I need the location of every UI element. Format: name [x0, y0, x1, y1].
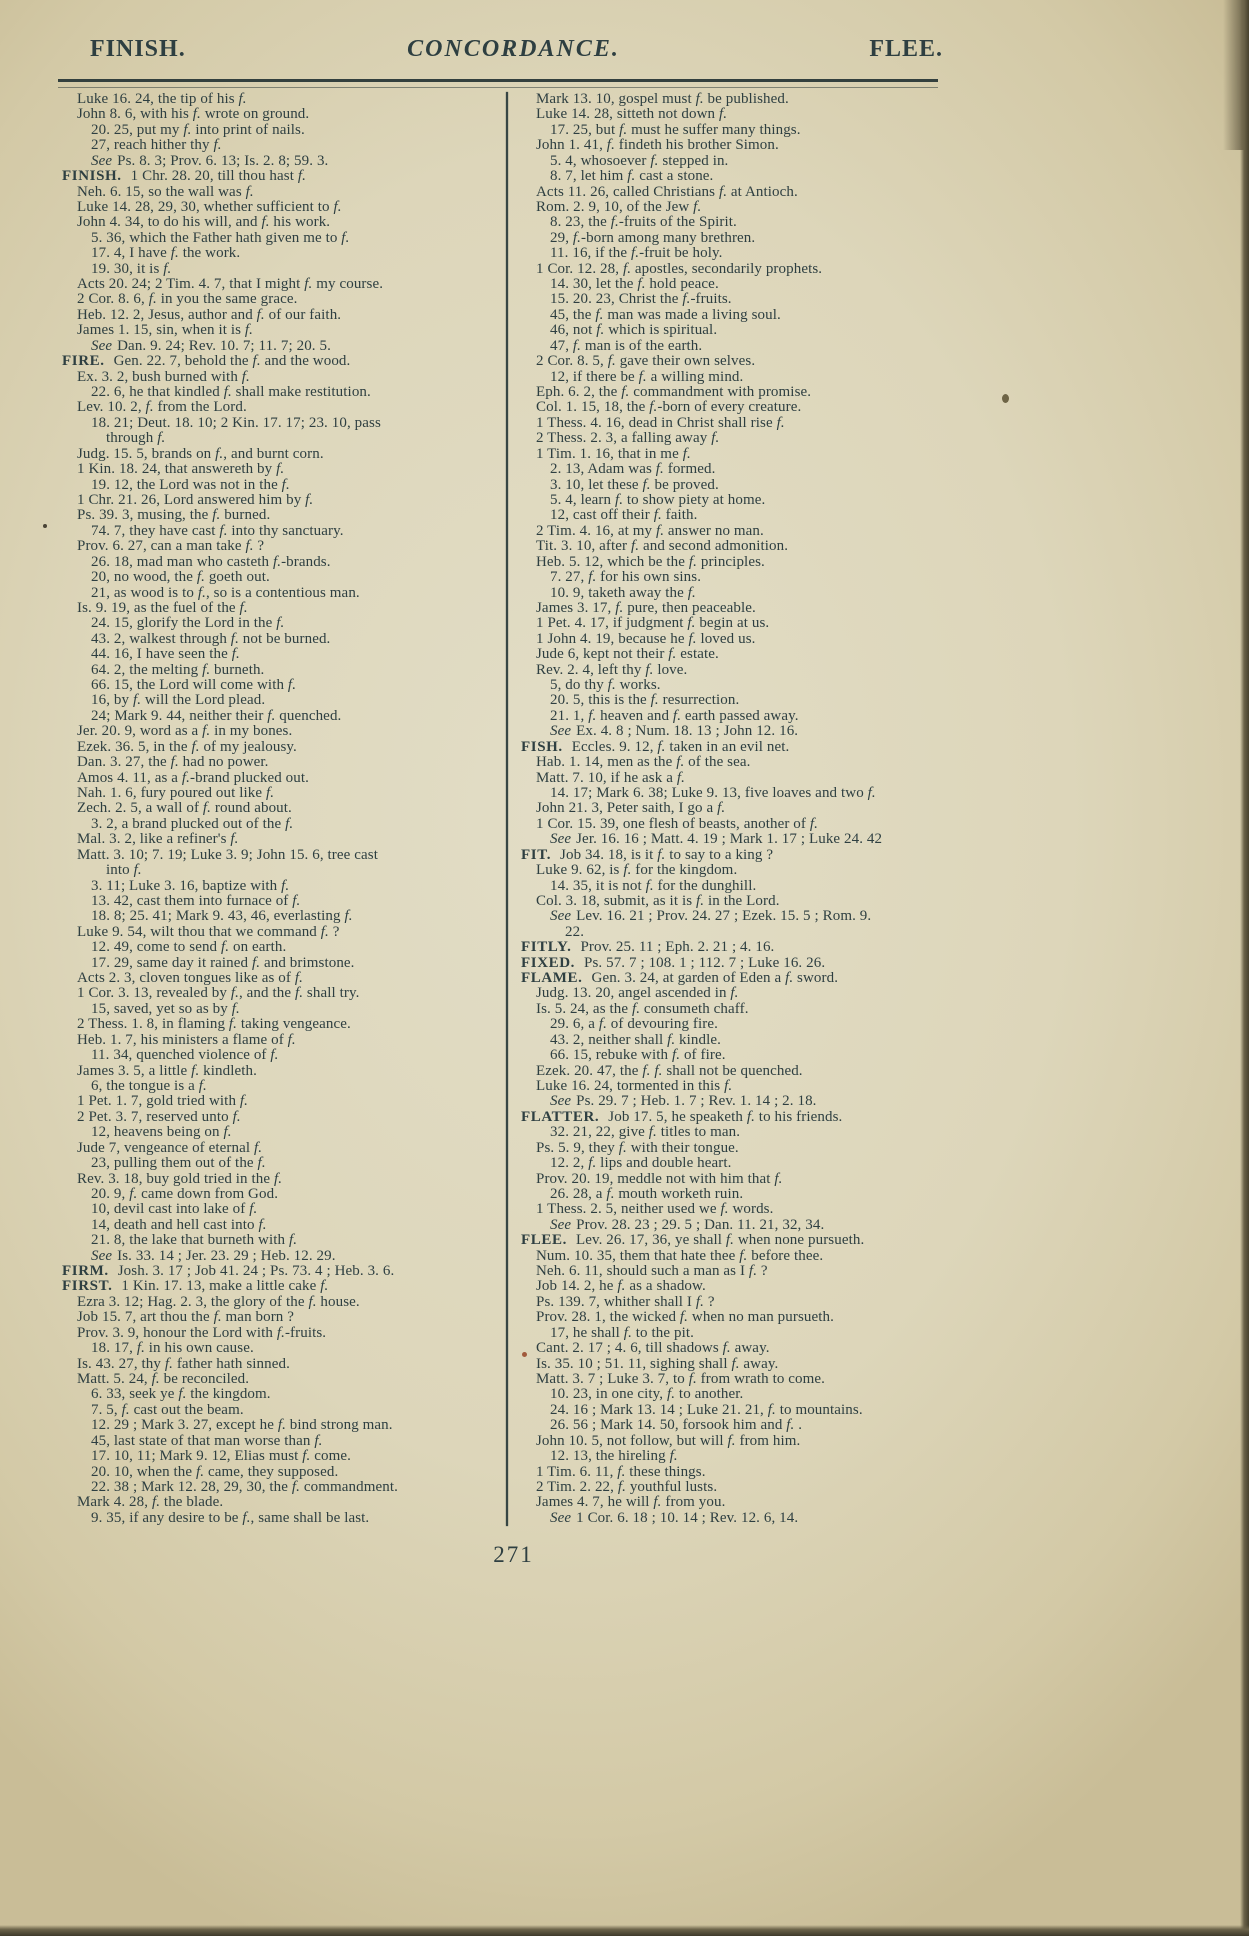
concordance-line: Prov. 3. 9, honour the Lord with f.-fruits.	[77, 1324, 327, 1341]
header-right-keyword: FLEE.	[869, 36, 943, 62]
column-right	[508, 92, 967, 1526]
page-footer	[62, 1542, 965, 1568]
concordance-line: See Ps. 29. 7 ; Heb. 1. 7 ; Rev. 1. 14 ; 2. 18.	[550, 1093, 817, 1110]
concordance-line: Job 14. 2, he f. as a shadow.	[536, 1278, 706, 1295]
concordance-line: Mark 13. 10, gospel must f. be published.	[536, 91, 789, 107]
concordance-line: 5, do thy f. works.	[550, 677, 661, 694]
concordance-line: 18. 17, f. in his own cause.	[91, 1340, 254, 1357]
concordance-line: Matt. 5. 24, f. be reconciled.	[77, 1371, 250, 1388]
concordance-line: 5. 4, whosoever f. stepped in.	[550, 152, 729, 169]
concordance-line: 32. 21, 22, give f. titles to man.	[550, 1124, 741, 1141]
concordance-line: Ex. 3. 2, bush burned with f.	[77, 368, 250, 385]
concordance-line: Ezek. 20. 47, the f. f. shall not be quenched.	[536, 1062, 803, 1079]
concordance-line: See Jer. 16. 16 ; Matt. 4. 19 ; Mark 1. 17 ; Luke 24. 42	[550, 831, 883, 848]
concordance-line: 64. 2, the melting f. burneth.	[91, 661, 265, 678]
concordance-line: 7. 5, f. cast out the beam.	[91, 1401, 244, 1418]
concordance-line: FLAME. Gen. 3. 24, at garden of Eden a f. sword.	[521, 970, 839, 987]
concordance-line: Zech. 2. 5, a wall of f. round about.	[77, 800, 292, 817]
concordance-line: 24. 16 ; Mark 13. 14 ; Luke 21. 21, f. to mountains.	[550, 1401, 863, 1418]
concordance-line: Judg. 15. 5, brands on f., and burnt corn.	[77, 445, 324, 462]
concordance-line: 1 John 4. 19, because he f. loved us.	[536, 630, 756, 647]
concordance-line: Job 15. 7, art thou the f. man born ?	[77, 1309, 295, 1326]
entry-keyword: FITLY.	[521, 939, 572, 956]
concordance-line: FIRST. 1 Kin. 17. 13, make a little cake f.	[62, 1278, 329, 1295]
concordance-line: 19. 12, the Lord was not in the f.	[91, 476, 290, 493]
concordance-line: 22. 6, he that kindled f. shall make restitution.	[91, 384, 371, 401]
concordance-line: Amos 4. 11, as a f.-brand plucked out.	[77, 769, 309, 786]
concordance-line: Neh. 6. 11, should such a man as I f. ?	[536, 1263, 768, 1280]
concordance-line: 17. 4, I have f. the work.	[91, 245, 241, 262]
concordance-line: 11. 16, if the f.-fruit be holy.	[550, 245, 723, 262]
concordance-line: 1 Kin. 18. 24, that answereth by f.	[77, 461, 285, 478]
concordance-line: 14. 35, it is not f. for the dunghill.	[550, 877, 757, 894]
concordance-line: 14. 30, let the f. hold peace.	[550, 276, 719, 293]
entry-keyword: FLEE.	[521, 1232, 567, 1249]
concordance-line: 43. 2, walkest through f. not be burned.	[91, 630, 331, 647]
concordance-line: See Lev. 16. 21 ; Prov. 24. 27 ; Ezek. 15. 5 ; Rom. 9.	[550, 908, 872, 925]
concordance-line: See Ps. 8. 3; Prov. 6. 13; Is. 2. 8; 59. 3.	[91, 152, 329, 169]
concordance-line: FIRM. Josh. 3. 17 ; Job 41. 24 ; Ps. 73. 4 ; Heb. 3. 6.	[62, 1263, 395, 1280]
scan-edge-right	[1240, 0, 1249, 1936]
concordance-line: 26. 56 ; Mark 14. 50, forsook him and f. .	[550, 1417, 803, 1434]
text-columns	[62, 92, 967, 1526]
concordance-line: Luke 9. 54, wilt thou that we command f. ?	[77, 923, 340, 940]
concordance-line: 3. 2, a brand plucked out of the f.	[91, 815, 294, 832]
concordance-line: Matt. 7. 10, if he ask a f.	[536, 769, 685, 786]
concordance-line: Matt. 3. 7 ; Luke 3. 7, to f. from wrath to come.	[536, 1371, 826, 1388]
concordance-line: 26. 28, a f. mouth worketh ruin.	[550, 1185, 744, 1202]
concordance-line: 2 Thess. 2. 3, a falling away f.	[536, 430, 720, 447]
concordance-line: FIRE. Gen. 22. 7, behold the f. and the wood.	[62, 353, 351, 370]
column-left	[62, 92, 503, 1526]
concordance-line: 12. 29 ; Mark 3. 27, except he f. bind strong man.	[91, 1417, 393, 1434]
concordance-line: Acts 20. 24; 2 Tim. 4. 7, that I might f. my course.	[77, 276, 384, 293]
concordance-line: 22.	[565, 923, 585, 940]
concordance-line: Num. 10. 35, them that hate thee f. before thee.	[536, 1247, 824, 1264]
concordance-line: See Is. 33. 14 ; Jer. 23. 29 ; Heb. 12. 29.	[91, 1247, 336, 1264]
concordance-line: Luke 14. 28, sitteth not down f.	[536, 106, 728, 123]
concordance-line: 2 Tim. 4. 16, at my f. answer no man.	[536, 522, 764, 539]
concordance-line: 74. 7, they have cast f. into thy sanctuary.	[91, 522, 344, 539]
concordance-line: 20. 5, this is the f. resurrection.	[550, 692, 740, 709]
concordance-line: James 1. 15, sin, when it is f.	[77, 322, 254, 339]
concordance-line: John 8. 6, with his f. wrote on ground.	[77, 106, 310, 123]
concordance-line: Ps. 39. 3, musing, the f. burned.	[77, 507, 271, 524]
concordance-line: through f.	[106, 430, 166, 447]
concordance-line: 66. 15, the Lord will come with f.	[91, 677, 297, 694]
concordance-line: 12, heavens being on f.	[91, 1124, 232, 1141]
concordance-line: 14, death and hell cast into f.	[91, 1216, 267, 1233]
concordance-line: Rom. 2. 9, 10, of the Jew f.	[536, 198, 702, 215]
concordance-line: 20. 25, put my f. into print of nails.	[91, 121, 305, 138]
concordance-line: Hab. 1. 14, men as the f. of the sea.	[536, 754, 751, 771]
concordance-line: 24; Mark 9. 44, neither their f. quenched.	[91, 707, 342, 724]
entry-keyword: FIT.	[521, 846, 552, 863]
page-number: 271	[493, 1542, 534, 1567]
concordance-line: Heb. 5. 12, which be the f. principles.	[536, 553, 765, 570]
concordance-line: FIT. Job 34. 18, is it f. to say to a king ?	[521, 846, 774, 863]
see-reference-label: See	[550, 908, 572, 925]
concordance-line: Rev. 2. 4, left thy f. love.	[536, 661, 688, 678]
concordance-line: 2. 13, Adam was f. formed.	[550, 461, 716, 478]
concordance-line: 5. 36, which the Father hath given me to f.	[91, 229, 350, 246]
concordance-line: 17, he shall f. to the pit.	[550, 1324, 694, 1341]
concordance-line: 8. 7, let him f. cast a stone.	[550, 168, 714, 185]
concordance-line: 26. 18, mad man who casteth f.-brands.	[91, 553, 331, 570]
concordance-line: Luke 9. 62, is f. for the kingdom.	[536, 862, 738, 879]
see-reference-label: See	[550, 1216, 572, 1233]
concordance-line: 45, last state of that man worse than f.	[91, 1432, 323, 1449]
concordance-line: Col. 3. 18, submit, as it is f. in the Lord.	[536, 892, 780, 909]
concordance-line: Luke 14. 28, 29, 30, whether sufficient to f.	[77, 198, 342, 215]
concordance-line: Ps. 139. 7, whither shall I f. ?	[536, 1293, 715, 1310]
concordance-line: Luke 16. 24, the tip of his f.	[77, 91, 247, 107]
concordance-line: 14. 17; Mark 6. 38; Luke 9. 13, five loaves and two f.	[550, 784, 876, 801]
concordance-line: Prov. 20. 19, meddle not with him that f.	[536, 1170, 783, 1187]
concordance-line: Matt. 3. 10; 7. 19; Luke 3. 9; John 15. 6, tree cast	[77, 846, 378, 863]
concordance-line: 29, f.-born among many brethren.	[550, 229, 756, 246]
scan-edge-bottom	[0, 1925, 1249, 1936]
entry-keyword: FLAME.	[521, 970, 583, 987]
concordance-line: Acts 11. 26, called Christians f. at Antioch.	[536, 183, 798, 200]
concordance-line: Is. 9. 19, as the fuel of the f.	[77, 599, 248, 616]
concordance-line: 11. 34, quenched violence of f.	[91, 1047, 279, 1064]
concordance-line: Ezra 3. 12; Hag. 2. 3, the glory of the f. house.	[77, 1293, 360, 1310]
concordance-line: Ezek. 36. 5, in the f. of my jealousy.	[77, 738, 297, 755]
concordance-line: 3. 10, let these f. be proved.	[550, 476, 719, 493]
concordance-line: John 4. 34, to do his will, and f. his work.	[77, 214, 331, 231]
concordance-line: 1 Cor. 15. 39, one flesh of beasts, another of f.	[536, 815, 818, 832]
concordance-line: Mark 4. 28, f. the blade.	[77, 1494, 224, 1511]
concordance-line: 66. 15, rebuke with f. of fire.	[550, 1047, 726, 1064]
concordance-line: 16, by f. will the Lord plead.	[91, 692, 266, 709]
concordance-line: Is. 43. 27, thy f. father hath sinned.	[77, 1355, 290, 1372]
concordance-line: 2 Cor. 8. 5, f. gave their own selves.	[536, 353, 756, 370]
concordance-line: 1 Cor. 12. 28, f. apostles, secondarily prophets.	[536, 260, 823, 277]
concordance-line: 10. 23, in one city, f. to another.	[550, 1386, 744, 1403]
concordance-line: 9. 35, if any desire to be f., same shall be last.	[91, 1509, 370, 1526]
concordance-line: 47, f. man is of the earth.	[550, 337, 703, 354]
concordance-line: 8. 23, the f.-fruits of the Spirit.	[550, 214, 737, 231]
see-reference-label: See	[550, 1093, 572, 1110]
concordance-line: John 21. 3, Peter saith, I go a f.	[536, 800, 726, 817]
see-reference-label: See	[550, 831, 572, 848]
concordance-line: 27, reach hither thy f.	[91, 137, 222, 154]
concordance-line: 18. 8; 25. 41; Mark 9. 43, 46, everlasting f.	[91, 908, 353, 925]
concordance-line: See Dan. 9. 24; Rev. 10. 7; 11. 7; 20. 5.	[91, 337, 331, 354]
concordance-line: Prov. 28. 1, the wicked f. when no man pursueth.	[536, 1309, 834, 1326]
concordance-line: FINISH. 1 Chr. 28. 20, till thou hast f.	[62, 168, 306, 185]
concordance-line: 12. 13, the hireling f.	[550, 1448, 678, 1465]
concordance-line: 23, pulling them out of the f.	[91, 1155, 266, 1172]
concordance-line: Jude 6, kept not their f. estate.	[536, 646, 719, 663]
scan-speck	[522, 1352, 527, 1357]
concordance-line: Col. 1. 15, 18, the f.-born of every creature.	[536, 399, 802, 416]
concordance-line: 15. 20. 23, Christ the f.-fruits.	[550, 291, 732, 308]
concordance-line: FIXED. Ps. 57. 7 ; 108. 1 ; 112. 7 ; Luke 16. 26.	[521, 954, 826, 971]
see-reference-label: See	[550, 1509, 572, 1526]
concordance-line: 12. 49, come to send f. on earth.	[91, 939, 287, 956]
concordance-line: 46, not f. which is spiritual.	[550, 322, 718, 339]
concordance-line: Is. 5. 24, as the f. consumeth chaff.	[536, 1000, 749, 1017]
header-title: CONCORDANCE.	[407, 36, 620, 62]
concordance-line: 2 Pet. 3. 7, reserved unto f.	[77, 1108, 241, 1125]
see-reference-label: See	[91, 152, 113, 169]
concordance-line: 10. 9, taketh away the f.	[550, 584, 696, 601]
concordance-line: 43. 2, neither shall f. kindle.	[550, 1031, 721, 1048]
concordance-line: 17. 10, 11; Mark 9. 12, Elias must f. come.	[91, 1448, 351, 1465]
scan-speck	[1002, 394, 1009, 403]
see-reference-label: See	[91, 337, 113, 354]
scan-speck	[43, 524, 47, 528]
concordance-line: Judg. 13. 20, angel ascended in f.	[536, 985, 739, 1002]
concordance-line: 1 Thess. 4. 16, dead in Christ shall rise f.	[536, 414, 785, 431]
concordance-line: Heb. 1. 7, his ministers a flame of f.	[77, 1031, 296, 1048]
concordance-line: 45, the f. man was made a living soul.	[550, 306, 781, 323]
concordance-line: 24. 15, glorify the Lord in the f.	[91, 615, 285, 632]
concordance-line: 19. 30, it is f.	[91, 260, 172, 277]
concordance-line: 10, devil cast into lake of f.	[91, 1201, 258, 1218]
concordance-line: 21, as wood is to f., so is a contentious man.	[91, 584, 360, 601]
concordance-line: Rev. 3. 18, buy gold tried in the f.	[77, 1170, 283, 1187]
concordance-line: John 1. 41, f. findeth his brother Simon.	[536, 137, 779, 154]
concordance-line: into f.	[106, 862, 142, 879]
concordance-line: 6, the tongue is a f.	[91, 1078, 207, 1094]
entry-keyword: FLATTER.	[521, 1108, 600, 1125]
concordance-line: 7. 27, f. for his own sins.	[550, 569, 702, 586]
concordance-line: 29. 6, a f. of devouring fire.	[550, 1016, 718, 1033]
concordance-line: Jer. 20. 9, word as a f. in my bones.	[77, 723, 293, 740]
concordance-line: James 3. 17, f. pure, then peaceable.	[536, 599, 756, 616]
concordance-line: FITLY. Prov. 25. 11 ; Eph. 2. 21 ; 4. 16.	[521, 939, 775, 956]
concordance-line: 3. 11; Luke 3. 16, baptize with f.	[91, 877, 290, 894]
concordance-line: 2 Thess. 1. 8, in flaming f. taking vengeance.	[77, 1016, 351, 1033]
concordance-line: 44. 16, I have seen the f.	[91, 646, 240, 663]
concordance-line: Prov. 6. 27, can a man take f. ?	[77, 538, 265, 555]
concordance-line: John 10. 5, not follow, but will f. from him.	[536, 1432, 801, 1449]
concordance-line: 5. 4, learn f. to show piety at home.	[550, 491, 766, 508]
concordance-line: Neh. 6. 15, so the wall was f.	[77, 183, 254, 200]
concordance-line: 20. 10, when the f. came, they supposed.	[91, 1463, 339, 1480]
concordance-line: 22. 38 ; Mark 12. 28, 29, 30, the f. commandment.	[91, 1478, 398, 1495]
concordance-line: 21. 8, the lake that burneth with f.	[91, 1232, 298, 1249]
concordance-line: Cant. 2. 17 ; 4. 6, till shadows f. away.	[536, 1340, 770, 1357]
entry-keyword: FIRM.	[62, 1263, 109, 1280]
concordance-line: See 1 Cor. 6. 18 ; 10. 14 ; Rev. 12. 6, 14.	[550, 1509, 799, 1526]
concordance-line: 12, if there be f. a willing mind.	[550, 368, 744, 385]
concordance-line: FLEE. Lev. 26. 17, 36, ye shall f. when none pursueth.	[521, 1232, 865, 1249]
concordance-line: 12, cast off their f. faith.	[550, 507, 698, 524]
page-header	[62, 36, 965, 63]
see-reference-label: See	[550, 723, 572, 740]
concordance-line: James 3. 5, a little f. kindleth.	[77, 1062, 257, 1079]
concordance-line: See Prov. 28. 23 ; 29. 5 ; Dan. 11. 21, 32, 34.	[550, 1216, 825, 1233]
concordance-line: 18. 21; Deut. 18. 10; 2 Kin. 17. 17; 23. 10, pass	[91, 414, 381, 431]
entry-keyword: FIRE.	[62, 353, 105, 370]
concordance-line: 20. 9, f. came down from God.	[91, 1185, 279, 1202]
concordance-line: FISH. Eccles. 9. 12, f. taken in an evil net.	[521, 738, 790, 755]
concordance-line: FLATTER. Job 17. 5, he speaketh f. to his friends.	[521, 1108, 843, 1125]
concordance-line: 1 Pet. 4. 17, if judgment f. begin at us.	[536, 615, 770, 632]
concordance-line: 1 Thess. 2. 5, neither used we f. words.	[536, 1201, 774, 1218]
concordance-line: Tit. 3. 10, after f. and second admonition.	[536, 538, 789, 555]
concordance-line: 20, no wood, the f. goeth out.	[91, 569, 270, 586]
concordance-line: Heb. 12. 2, Jesus, author and f. of our faith.	[77, 306, 342, 323]
concordance-line: 15, saved, yet so as by f.	[91, 1000, 240, 1017]
concordance-line: 1 Chr. 21. 26, Lord answered him by f.	[77, 491, 314, 508]
entry-keyword: FINISH.	[62, 168, 122, 185]
concordance-line: 13. 42, cast them into furnace of f.	[91, 892, 301, 909]
concordance-line: 12. 2, f. lips and double heart.	[550, 1155, 732, 1172]
concordance-line: 2 Cor. 8. 6, f. in you the same grace.	[77, 291, 298, 308]
concordance-line: 17. 25, but f. must he suffer many things.	[550, 121, 801, 138]
concordance-line: 1 Cor. 3. 13, revealed by f., and the f. shall try.	[77, 985, 360, 1002]
concordance-line: Luke 16. 24, tormented in this f.	[536, 1078, 733, 1094]
concordance-line: Lev. 10. 2, f. from the Lord.	[77, 399, 247, 416]
concordance-line: 17. 29, same day it rained f. and brimstone.	[91, 954, 355, 971]
concordance-line: 1 Tim. 1. 16, that in me f.	[536, 445, 691, 462]
concordance-line: Ps. 5. 9, they f. with their tongue.	[536, 1139, 739, 1156]
entry-keyword: FISH.	[521, 738, 563, 755]
concordance-line: 1 Pet. 1. 7, gold tried with f.	[77, 1093, 249, 1110]
concordance-line: Is. 35. 10 ; 51. 11, sighing shall f. away.	[536, 1355, 779, 1372]
see-reference-label: See	[91, 1247, 113, 1264]
concordance-line: Mal. 3. 2, like a refiner's f.	[77, 831, 239, 848]
concordance-line: Dan. 3. 27, the f. had no power.	[77, 754, 269, 771]
concordance-line: 21. 1, f. heaven and f. earth passed away.	[550, 707, 799, 724]
concordance-line: Eph. 6. 2, the f. commandment with promise.	[536, 384, 812, 401]
concordance-line: See Ex. 4. 8 ; Num. 18. 13 ; John 12. 16.	[550, 723, 799, 740]
concordance-line: Acts 2. 3, cloven tongues like as of f.	[77, 970, 303, 987]
concordance-line: Nah. 1. 6, fury poured out like f.	[77, 784, 275, 801]
concordance-line: 6. 33, seek ye f. the kingdom.	[91, 1386, 271, 1403]
concordance-line: James 4. 7, he will f. from you.	[536, 1494, 726, 1511]
header-rule	[58, 79, 938, 88]
header-left-keyword: FINISH.	[90, 36, 186, 62]
entry-keyword: FIXED.	[521, 954, 576, 971]
entry-keyword: FIRST.	[62, 1278, 113, 1295]
concordance-line: 1 Tim. 6. 11, f. these things.	[536, 1463, 706, 1480]
concordance-line: 2 Tim. 2. 22, f. youthful lusts.	[536, 1478, 718, 1495]
concordance-line: Jude 7, vengeance of eternal f.	[77, 1139, 263, 1156]
